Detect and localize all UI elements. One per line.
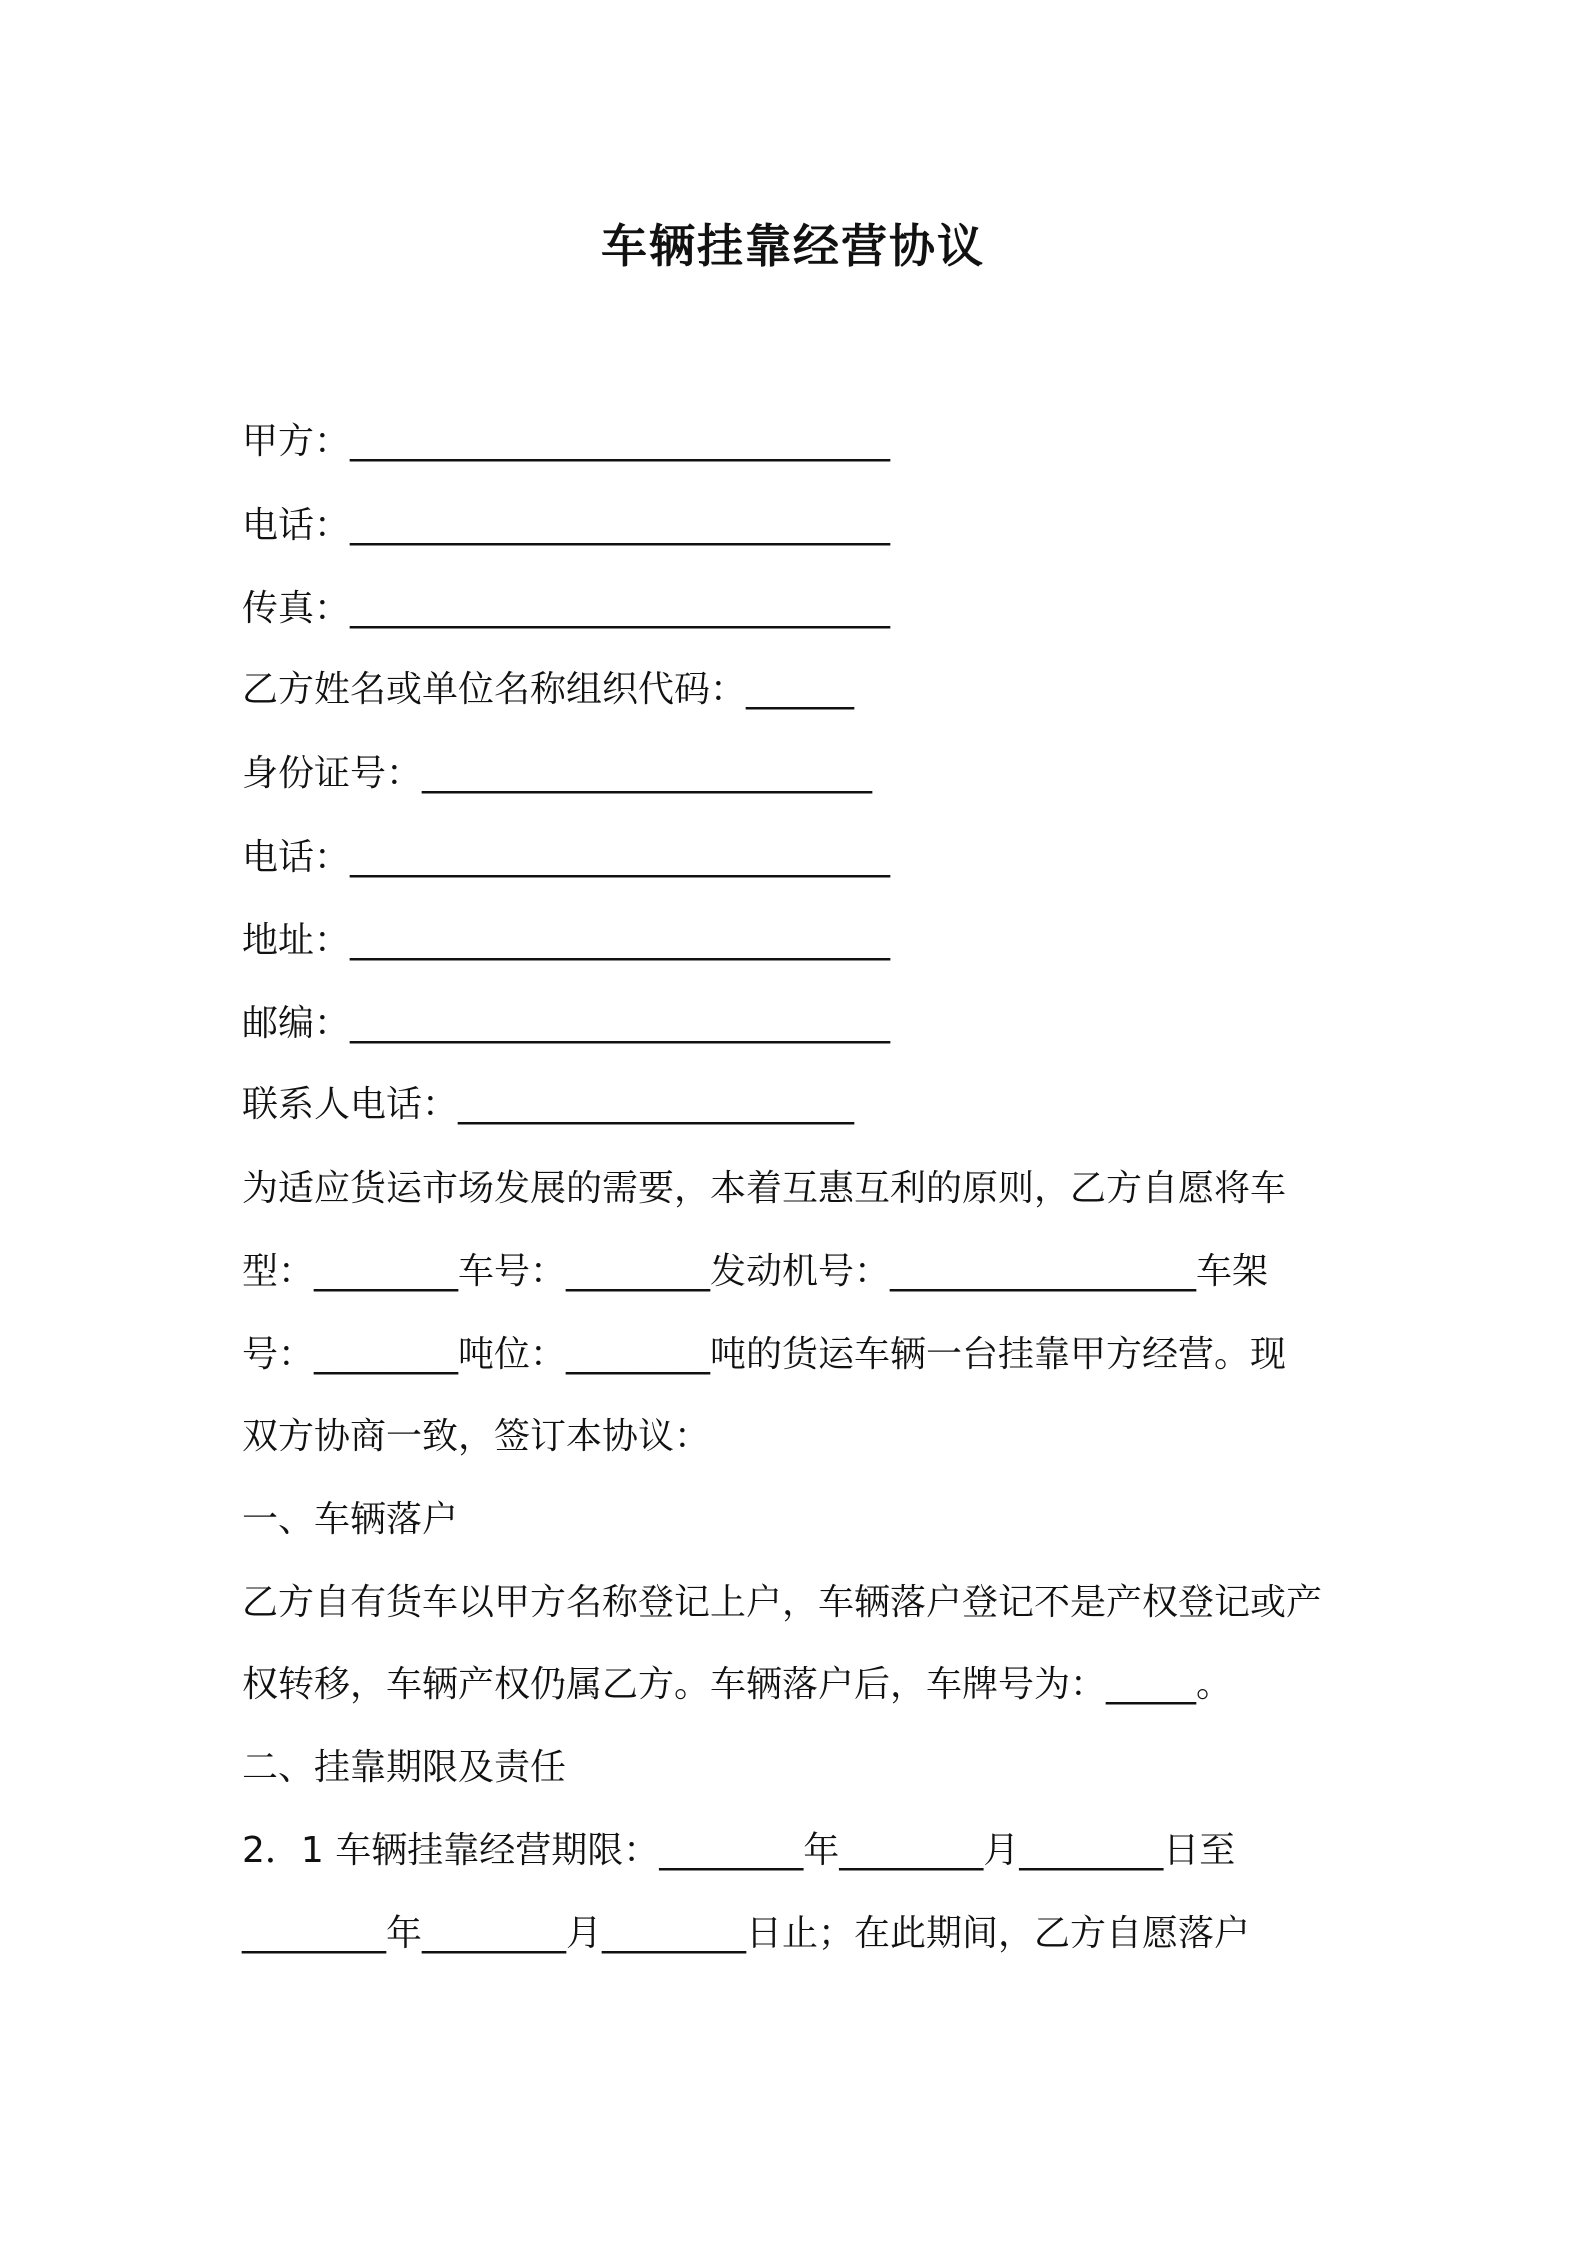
clause-2-1-line-2: ________年________月________日止；在此期间，乙方自愿落户: [242, 1913, 1251, 1954]
party-b-name-code-line: 乙方姓名或单位名称组织代码：______: [242, 669, 855, 710]
party-b-id-line: 身份证号：_________________________: [242, 753, 873, 794]
party-b-address-line: 地址：______________________________: [242, 920, 891, 961]
intro-paragraph-line-2: 型：________车号：________发动机号：_________________车架: [242, 1251, 1269, 1292]
intro-paragraph-line-1: 为适应货运市场发展的需要，本着互惠互利的原则，乙方自愿将车: [242, 1168, 1287, 1209]
section-1-line-1: 乙方自有货车以甲方名称登记上户，车辆落户登记不是产权登记或产: [242, 1582, 1323, 1623]
party-a-fax-line: 传真：______________________________: [242, 588, 891, 629]
document-title: 车辆挂靠经营协议: [601, 219, 985, 273]
section-heading-1: 一、车辆落户: [242, 1499, 459, 1540]
party-b-postcode-line: 邮编：______________________________: [242, 1003, 891, 1044]
section-heading-2: 二、挂靠期限及责任: [242, 1747, 567, 1788]
party-a-line: 甲方：______________________________: [242, 421, 891, 462]
clause-2-1-line-1: 2．1 车辆挂靠经营期限：________年________月________日至: [242, 1830, 1236, 1871]
contact-phone-line: 联系人电话：______________________: [242, 1084, 855, 1125]
section-1-line-2: 权转移，车辆产权仍属乙方。车辆落户后，车牌号为：_____。: [242, 1664, 1233, 1705]
party-b-phone-line: 电话：______________________________: [242, 837, 891, 878]
intro-paragraph-line-4: 双方协商一致，签订本协议：: [242, 1416, 711, 1457]
party-a-phone-line: 电话：______________________________: [242, 505, 891, 546]
intro-paragraph-line-3: 号：________吨位：________吨的货运车辆一台挂靠甲方经营。现: [242, 1334, 1287, 1375]
